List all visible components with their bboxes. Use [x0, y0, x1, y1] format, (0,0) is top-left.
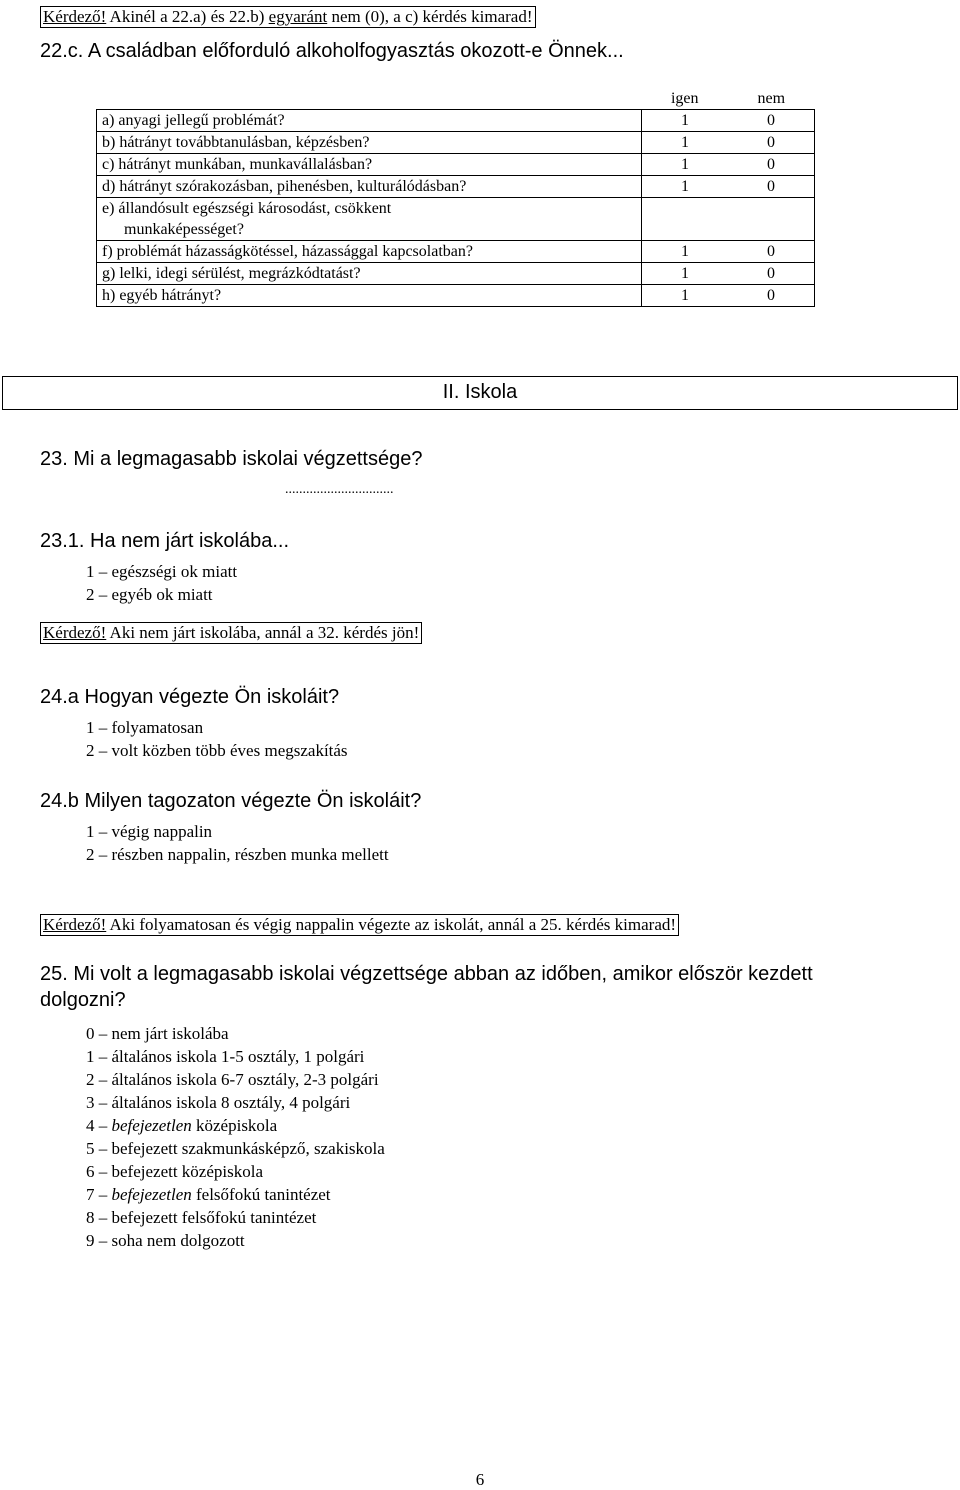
- note-prefix: Kérdező!: [43, 623, 107, 642]
- list-item[interactable]: 1 – egészségi ok miatt: [86, 562, 238, 581]
- answer-no[interactable]: 0: [728, 176, 815, 198]
- note-emphasis: egyaránt: [268, 7, 328, 26]
- table-row: [97, 241, 815, 263]
- header-yes: igen: [642, 88, 729, 110]
- list-item[interactable]: 2 – volt közben több éves megszakítás: [86, 741, 348, 760]
- question-23-1-title: 23.1. Ha nem járt iskolába...: [40, 530, 290, 552]
- option-text: 4 –: [86, 1116, 112, 1135]
- note-text: Akinél a 22.a) és 22.b): [106, 7, 269, 26]
- option-text: 8 – befejezett felsőfokú tanintézet: [86, 1208, 317, 1227]
- list-item[interactable]: [86, 1068, 379, 1091]
- answer-blank[interactable]: ...............................: [285, 482, 394, 497]
- row-label: g) lelki, idegi sérülést, megrázkódtatást?: [97, 263, 642, 285]
- list-item[interactable]: [86, 1091, 350, 1114]
- answer-yes[interactable]: 1: [642, 263, 729, 285]
- section-title: II. Iskola: [442, 381, 518, 403]
- option-text-italic: befejezetlen: [111, 1185, 192, 1204]
- list-item[interactable]: 2 – részben nappalin, részben munka mellett: [86, 845, 389, 864]
- list-item[interactable]: [86, 1183, 331, 1206]
- row-label: h) egyéb hátrányt?: [97, 285, 642, 307]
- table-row: [97, 132, 815, 154]
- list-item[interactable]: [86, 1114, 277, 1137]
- note-text: Aki folyamatosan és végig nappalin végezte az iskolát, annál a 25. kérdés kimarad!: [106, 915, 677, 934]
- table-row: [97, 154, 815, 176]
- answer-no[interactable]: 0: [728, 263, 815, 285]
- table-row: [97, 176, 815, 198]
- answer-yes[interactable]: 1: [642, 176, 729, 198]
- list-item[interactable]: [86, 1160, 263, 1183]
- list-item[interactable]: 2 – egyéb ok miatt: [86, 585, 213, 604]
- note-prefix: Kérdező!: [43, 7, 107, 26]
- interviewer-note-22: [40, 6, 536, 28]
- answer-yes[interactable]: 1: [642, 154, 729, 176]
- answer-no[interactable]: 0: [728, 132, 815, 154]
- question-25-title-line1: 25. Mi volt a legmagasabb iskolai végzettsége abban az időben, amikor először kezdett: [40, 963, 813, 985]
- question-22c-title: 22.c. A családban előforduló alkoholfogyasztás okozott-e Önnek...: [40, 40, 624, 62]
- answer-yes[interactable]: 1: [642, 110, 729, 132]
- option-text: felsőfokú tanintézet: [191, 1185, 331, 1204]
- question-24b-title: 24.b Milyen tagozaton végezte Ön iskoláit?: [40, 790, 422, 812]
- section-header-box: [2, 376, 958, 410]
- row-label: b) hátrányt továbbtanulásban, képzésben?: [97, 132, 642, 154]
- option-text: 3 – általános iskola 8 osztály, 4 polgári: [86, 1093, 351, 1112]
- row-label-line1: e) állandósult egészségi károsodást, csökkent: [102, 200, 392, 217]
- row-label-line2: munkaképességet?: [124, 221, 244, 238]
- header-no: nem: [728, 88, 815, 110]
- list-item[interactable]: 1 – végig nappalin: [86, 822, 213, 841]
- option-text: 5 – befejezett szakmunkásképző, szakiskola: [86, 1139, 385, 1158]
- answer-no[interactable]: 0: [728, 241, 815, 263]
- table-header-row: [97, 88, 815, 110]
- answer-yes[interactable]: 1: [642, 132, 729, 154]
- answer-no[interactable]: 0: [728, 110, 815, 132]
- question-23-title: 23. Mi a legmagasabb iskolai végzettsége?: [40, 448, 423, 470]
- list-item[interactable]: [86, 1045, 364, 1068]
- row-label: c) hátrányt munkában, munkavállalásban?: [97, 154, 642, 176]
- answer-yes[interactable]: 1: [642, 241, 729, 263]
- row-label: d) hátrányt szórakozásban, pihenésben, kulturálódásban?: [97, 176, 642, 198]
- interviewer-note-23-1: [40, 622, 422, 644]
- table-row: [97, 110, 815, 132]
- answer-no[interactable]: 0: [728, 154, 815, 176]
- option-text: 7 –: [86, 1185, 112, 1204]
- list-item[interactable]: 1 – folyamatosan: [86, 718, 204, 737]
- list-item[interactable]: [86, 1229, 245, 1252]
- table-row: [97, 198, 815, 241]
- note-text: Aki nem járt iskolába, annál a 32. kérdés jön!: [106, 623, 420, 642]
- interviewer-note-24b: [40, 914, 679, 936]
- question-22c-table: [96, 88, 815, 307]
- option-text: 6 – befejezett középiskola: [86, 1162, 264, 1181]
- option-text-italic: befejezetlen: [111, 1116, 192, 1135]
- option-text: 2 – általános iskola 6-7 osztály, 2-3 polgári: [86, 1070, 379, 1089]
- answer-no[interactable]: 0: [728, 285, 815, 307]
- answer-yes[interactable]: [642, 198, 729, 241]
- list-item[interactable]: [86, 1137, 385, 1160]
- list-item[interactable]: [86, 1022, 229, 1045]
- option-text: 1 – általános iskola 1-5 osztály, 1 polgári: [86, 1047, 365, 1066]
- question-24a-title: 24.a Hogyan végezte Ön iskoláit?: [40, 686, 340, 708]
- row-label: [97, 198, 642, 241]
- option-text: 0 – nem járt iskolába: [86, 1024, 229, 1043]
- note-prefix: Kérdező!: [43, 915, 107, 934]
- list-item[interactable]: [86, 1206, 316, 1229]
- table-row: [97, 285, 815, 307]
- note-suffix: nem (0), a c) kérdés kimarad!: [327, 7, 533, 26]
- question-25-title-line2: dolgozni?: [40, 989, 126, 1011]
- answer-no[interactable]: [728, 198, 815, 241]
- row-label: f) problémát házasságkötéssel, házassággal kapcsolatban?: [97, 241, 642, 263]
- row-label: a) anyagi jellegű problémát?: [97, 110, 642, 132]
- table-row: [97, 263, 815, 285]
- option-text: középiskola: [191, 1116, 278, 1135]
- answer-yes[interactable]: 1: [642, 285, 729, 307]
- page-number: 6: [475, 1470, 485, 1489]
- option-text: 9 – soha nem dolgozott: [86, 1231, 245, 1250]
